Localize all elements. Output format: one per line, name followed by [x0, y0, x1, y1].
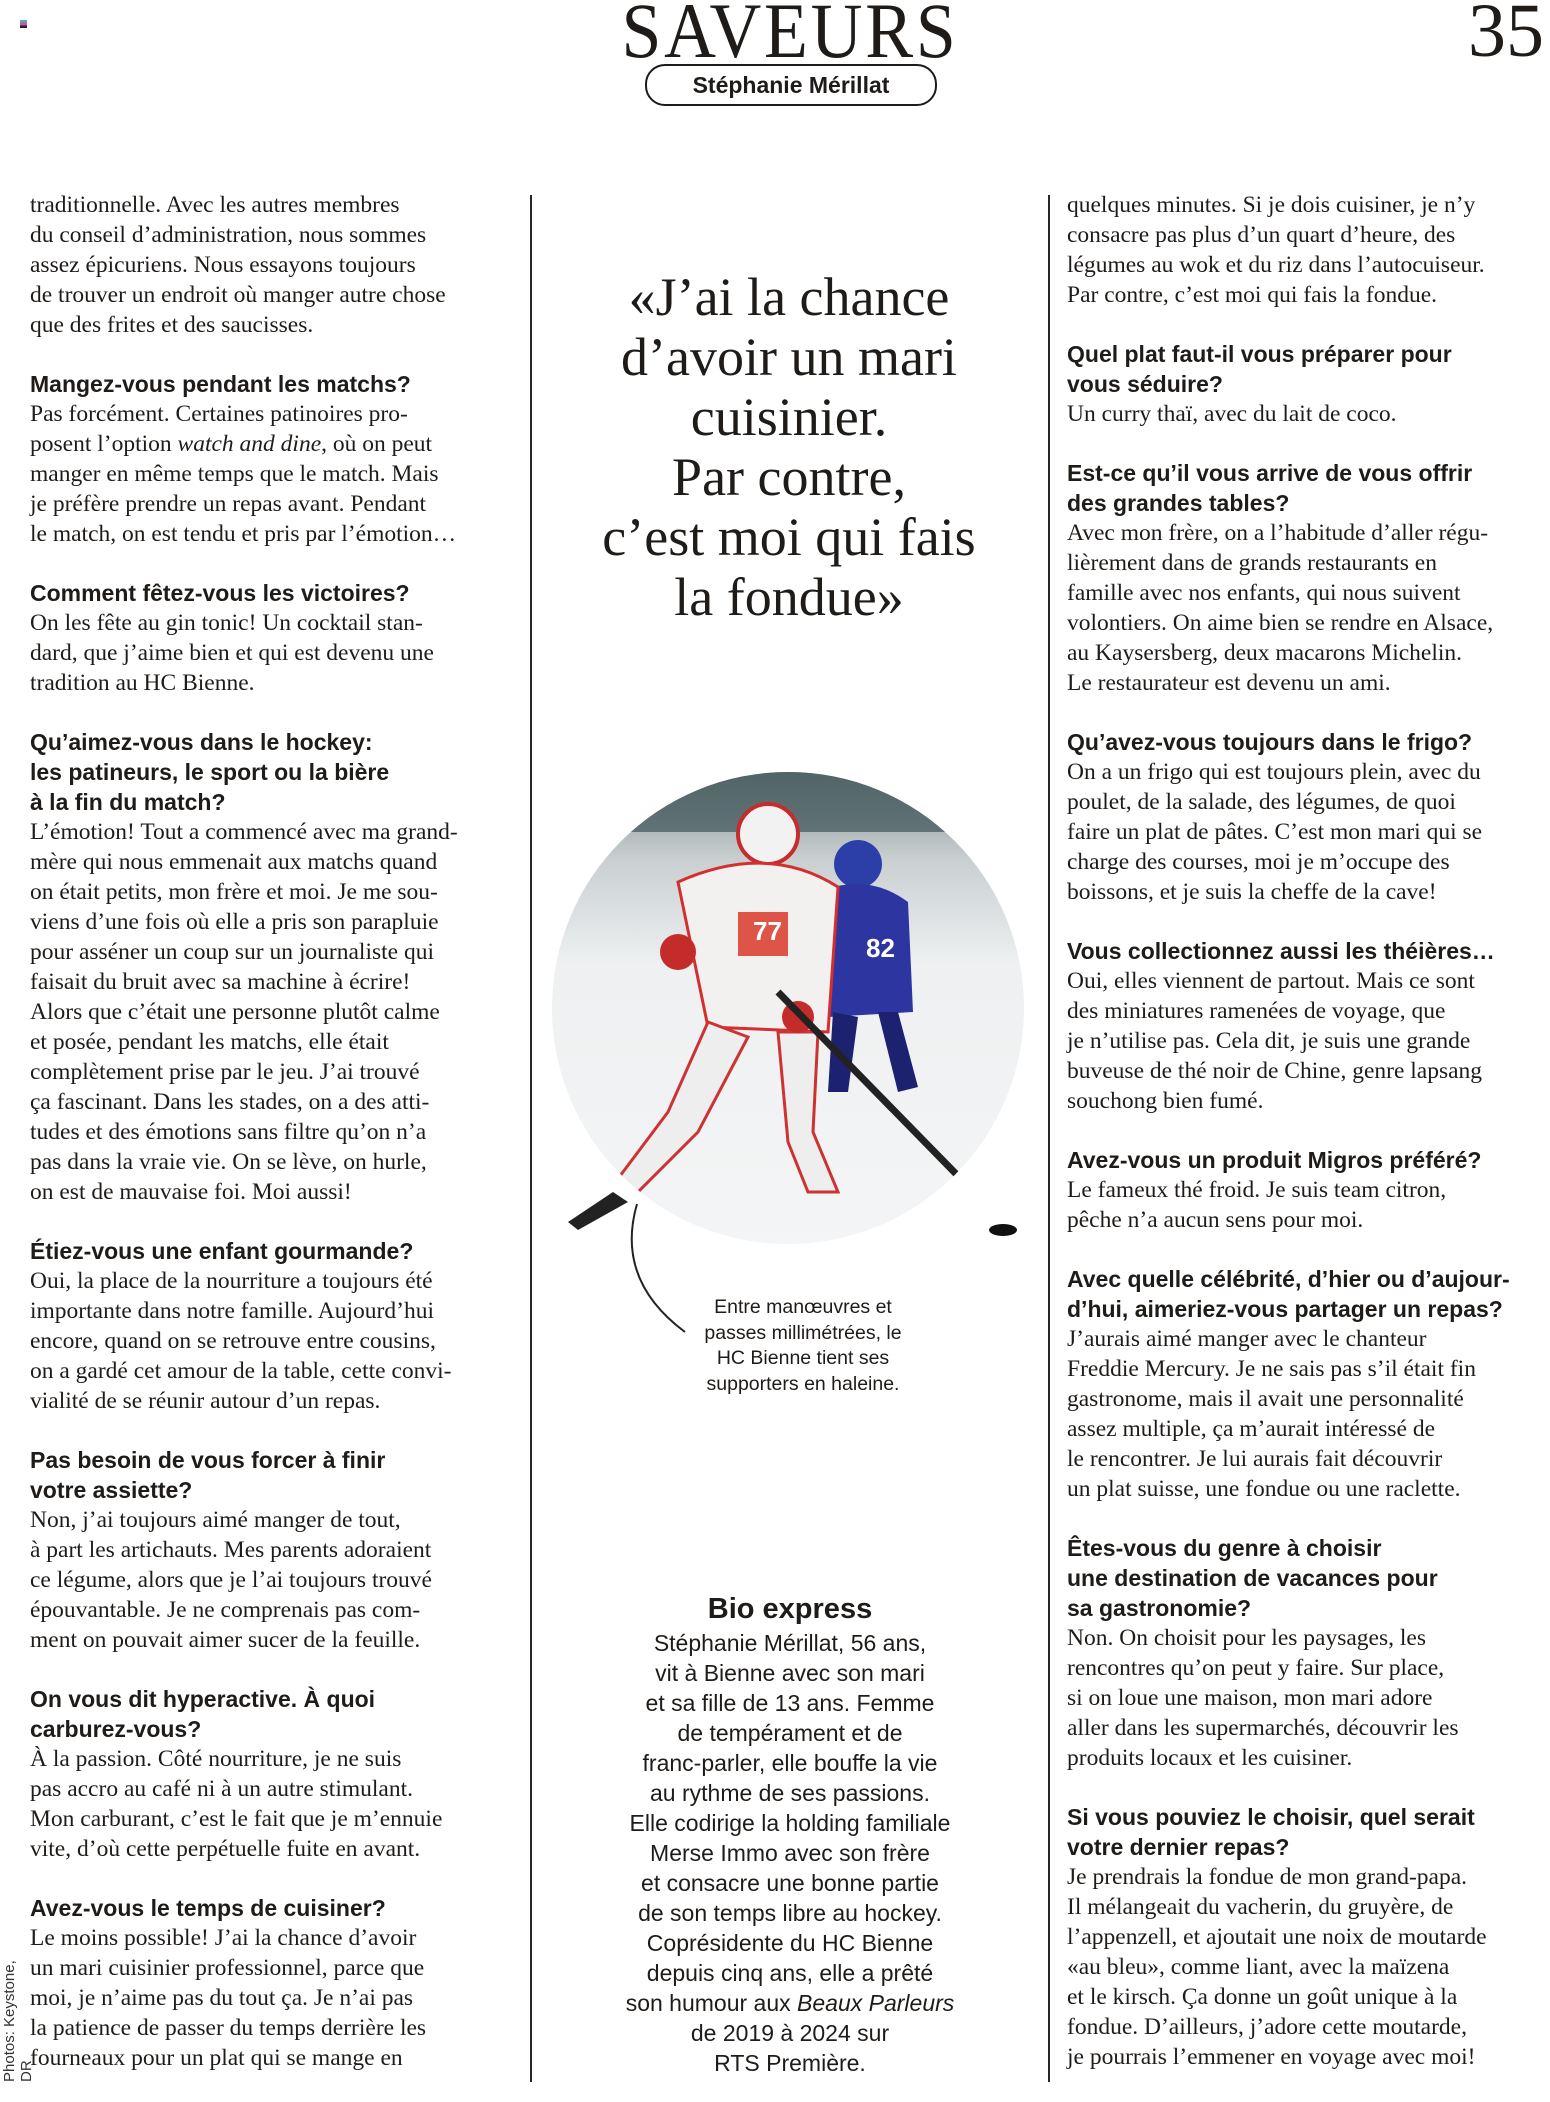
interview-question: d’hui, aimeriez-vous partager un repas?: [1067, 1296, 1503, 1322]
text-line: [30, 1147, 530, 1177]
text-segment: Non. On choisit pour les paysages, les: [1067, 1625, 1426, 1651]
puck: [989, 1224, 1017, 1236]
text-line: [1067, 1892, 1550, 1922]
text-segment: et posée, pendant les matchs, elle était: [30, 1029, 389, 1055]
text-segment: pêche n’a aucun sens pour moi.: [1067, 1207, 1364, 1233]
column-divider-right: [1048, 195, 1050, 2082]
text-line: [1067, 1653, 1550, 1683]
text-line: [560, 2048, 1020, 2078]
interview-block: [1067, 339, 1550, 429]
text-segment: fondue. D’ailleurs, j’adore cette moutarde,: [1067, 2014, 1467, 2040]
text-segment: watch and dine: [177, 431, 322, 457]
text-segment: importante dans notre famille. Aujourd’hui: [30, 1298, 434, 1324]
text-segment: On a un frigo qui est toujours plein, avec du: [1067, 759, 1481, 785]
pull-quote-line: c’est moi qui fais: [602, 507, 976, 567]
text-segment: Il mélangeait du vacherin, du gruyère, de: [1067, 1894, 1454, 1920]
text-segment: au Kaysersberg, deux macarons Michelin.: [1067, 640, 1463, 666]
text-segment: je pourrais l’emmener en voyage avec moi!: [1067, 2044, 1476, 2070]
text-line: [30, 1595, 530, 1625]
text-line: [1067, 877, 1550, 907]
text-line: [30, 1326, 530, 1356]
text-line: [30, 459, 530, 489]
text-segment: un plat suisse, une fondue ou une raclette.: [1067, 1476, 1461, 1502]
text-segment: RTS Première.: [714, 2050, 866, 2076]
author-name-badge: Stéphanie Mérillat: [645, 64, 937, 106]
text-line: [30, 817, 530, 847]
text-line: [1067, 787, 1550, 817]
text-line: [560, 1808, 1020, 1838]
text-segment: du conseil d’administration, nous sommes: [30, 222, 427, 248]
text-line: [1067, 1952, 1550, 1982]
text-segment: Stéphanie Mérillat, 56 ans,: [653, 1630, 927, 1656]
bio-title: Bio express: [707, 1593, 873, 1625]
text-line: [560, 1958, 1020, 1988]
text-segment: de 2019 à 2024 sur: [690, 2020, 890, 2046]
interview-question: Comment fêtez-vous les victoires?: [30, 580, 410, 606]
text-segment: son humour aux: [625, 1990, 798, 2016]
text-segment: J’aurais aimé manger avec le chanteur: [1067, 1326, 1427, 1352]
text-line: [30, 847, 530, 877]
text-line: [30, 997, 530, 1027]
text-segment: Elle codirige la holding familiale: [629, 1810, 951, 1836]
text-line: [30, 399, 530, 429]
interview-question: Quel plat faut-il vous préparer pour: [1067, 341, 1452, 367]
print-color-mark: [20, 20, 27, 28]
text-line: [30, 1386, 530, 1416]
text-line: [30, 1923, 530, 1953]
text-line: [30, 220, 530, 250]
pull-quote: [530, 267, 1048, 627]
text-segment: franc-parler, elle bouffe la vie: [642, 1750, 938, 1776]
text-line: [560, 1898, 1020, 1928]
interview-question: Qu’aimez-vous dans le hockey:: [30, 729, 373, 755]
text-segment: tudes et des émotions sans filtre qu’on n’a: [30, 1119, 427, 1145]
text-segment: Oui, elles viennent de partout. Mais ce sont: [1067, 968, 1475, 994]
text-segment: ment on pouvait aimer sucer de la feuille.: [30, 1627, 421, 1653]
text-segment: si on loue une maison, mon mari adore: [1067, 1685, 1433, 1711]
text-line: [1067, 578, 1550, 608]
text-segment: quelques minutes. Si je dois cuisiner, je n’y: [1067, 192, 1476, 218]
text-line: [1067, 1354, 1550, 1384]
text-line: [30, 190, 530, 220]
text-segment: Avec mon frère, on a l’habitude d’aller régu-: [1067, 520, 1489, 546]
text-line: [560, 1658, 1020, 1688]
text-line: [1067, 1175, 1550, 1205]
text-line: [1067, 668, 1550, 698]
text-line: [30, 638, 530, 668]
pull-quote-line: «J’ai la chance: [628, 267, 950, 327]
photo-caption: [640, 1295, 966, 1397]
text-line: [1067, 966, 1550, 996]
text-segment: Merse Immo avec son frère: [650, 1840, 930, 1866]
interview-question: Avez-vous le temps de cuisiner?: [30, 1895, 386, 1921]
text-segment: faire un plat de pâtes. C’est mon mari qui se: [1067, 819, 1483, 845]
text-line: [30, 1087, 530, 1117]
text-line: [1067, 518, 1550, 548]
text-segment: à part les artichauts. Mes parents adoraient: [30, 1537, 432, 1563]
hockey-photo: [548, 772, 1028, 1252]
interview-question: vous séduire?: [1067, 371, 1223, 397]
text-line: [30, 1744, 530, 1774]
caption-line: passes millimétrées, le: [704, 1321, 902, 1344]
text-segment: Freddie Mercury. Je ne sais pas s’il était fin: [1067, 1356, 1476, 1382]
interview-question: Avez-vous un produit Migros préféré?: [1067, 1147, 1482, 1173]
text-segment: vialité de se réunir autour d’un repas.: [30, 1388, 381, 1414]
interview-block: [30, 1893, 530, 2073]
text-segment: la patience de passer du temps derrière les: [30, 2015, 427, 2041]
text-segment: moi, je n’aime pas du tout ça. Je n’ai pas: [30, 1985, 414, 2011]
text-segment: traditionnelle. Avec les autres membres: [30, 192, 400, 218]
interview-block: [1067, 936, 1550, 1116]
text-segment: le rencontrer. Je lui aurais fait découvrir: [1067, 1446, 1443, 1472]
text-line: [30, 1774, 530, 1804]
text-segment: au rythme de ses passions.: [650, 1780, 930, 1806]
interview-question: Si vous pouviez le choisir, quel serait: [1067, 1804, 1475, 1830]
text-line: [30, 907, 530, 937]
text-segment: de tempérament et de: [677, 1720, 903, 1746]
text-line: [1067, 1086, 1550, 1116]
bio-express-box: [560, 1590, 1020, 2078]
text-segment: À la passion. Côté nourriture, je ne suis: [30, 1746, 402, 1772]
text-segment: on a gardé cet amour de la table, cette convi-: [30, 1358, 452, 1384]
interview-question: carburez-vous?: [30, 1716, 202, 1742]
interview-question: à la fin du match?: [30, 789, 226, 815]
text-line: [1067, 608, 1550, 638]
text-line: [30, 489, 530, 519]
text-line: [30, 668, 530, 698]
text-segment: assez épicuriens. Nous essayons toujours: [30, 252, 416, 278]
text-line: [560, 1718, 1020, 1748]
text-segment: Pas forcément. Certaines patinoires pro-: [30, 401, 408, 427]
text-line: [30, 877, 530, 907]
text-segment: Par contre, c’est moi qui fais la fondue.: [1067, 282, 1438, 308]
text-segment: ce légume, alors que je l’ai toujours trouvé: [30, 1567, 432, 1593]
text-line: [1067, 1982, 1550, 2012]
text-segment: ça fascinant. Dans les stades, on a des atti-: [30, 1089, 430, 1115]
text-line: [1067, 1384, 1550, 1414]
text-line: [30, 1296, 530, 1326]
text-segment: un mari cuisinier professionnel, parce que: [30, 1955, 425, 1981]
text-line: [1067, 190, 1550, 220]
text-line: [1067, 1414, 1550, 1444]
text-segment: épouvantable. Je ne comprenais pas com-: [30, 1597, 421, 1623]
interview-block: [30, 190, 530, 340]
text-segment: boissons, et je suis la cheffe de la cave!: [1067, 879, 1437, 905]
text-segment: et sa fille de 13 ans. Femme: [645, 1690, 935, 1716]
jersey-number: 77: [753, 916, 782, 946]
text-segment: viens d’une fois où elle a pris son parapluie: [30, 909, 439, 935]
text-line: [30, 1834, 530, 1864]
text-line: [1067, 250, 1550, 280]
text-line: [30, 1983, 530, 2013]
text-line: [1067, 2012, 1550, 2042]
text-line: [30, 1027, 530, 1057]
pull-quote-line: cuisinier.: [690, 387, 888, 447]
text-line: [30, 967, 530, 997]
text-line: [30, 1356, 530, 1386]
text-line: [1067, 996, 1550, 1026]
text-line: [560, 1988, 1020, 2018]
text-line: [1067, 1623, 1550, 1653]
text-segment: mère qui nous emmenait aux matchs quand: [30, 849, 438, 875]
text-segment: assez multiple, ça m’aurait intéressé de: [1067, 1416, 1436, 1442]
text-line: [1067, 1205, 1550, 1235]
section-title: SAVEURS: [621, 0, 959, 74]
text-segment: Non, j’ai toujours aimé manger de tout,: [30, 1507, 401, 1533]
text-line: [30, 2013, 530, 2043]
interview-question: Vous collectionnez aussi les théières…: [1067, 938, 1495, 964]
text-line: [1067, 757, 1550, 787]
text-segment: gastronome, mais il avait une personnalité: [1067, 1386, 1464, 1412]
interview-block: [1067, 1145, 1550, 1235]
page-number: 35: [1468, 0, 1544, 73]
text-segment: encore, quand on se retrouve entre cousins,: [30, 1328, 436, 1354]
text-segment: Un curry thaï, avec du lait de coco.: [1067, 401, 1397, 427]
text-segment: pour asséner un coup sur un journaliste qui: [30, 939, 434, 965]
interview-block: [1067, 727, 1550, 907]
text-segment: je n’utilise pas. Cela dit, je suis une grande: [1067, 1028, 1471, 1054]
text-segment: fourneaux pour un plat qui se mange en: [30, 2045, 403, 2071]
interview-question: Étiez-vous une enfant gourmande?: [30, 1238, 414, 1264]
text-segment: Le fameux thé froid. Je suis team citron,: [1067, 1177, 1447, 1203]
interview-question: Qu’avez-vous toujours dans le frigo?: [1067, 729, 1473, 755]
interview-block: [30, 578, 530, 698]
interview-block: [30, 1236, 530, 1416]
text-segment: volontiers. On aime bien se rendre en Alsace,: [1067, 610, 1494, 636]
caption-line: supporters en haleine.: [706, 1372, 900, 1395]
text-line: [560, 1838, 1020, 1868]
text-segment: des miniatures ramenées de voyage, que: [1067, 998, 1446, 1024]
text-line: [30, 280, 530, 310]
text-segment: souchong bien fumé.: [1067, 1088, 1264, 1114]
text-segment: complètement prise par le jeu. J’ai trouvé: [30, 1059, 420, 1085]
caption-line: HC Bienne tient ses: [716, 1347, 890, 1369]
text-line: [1067, 1743, 1550, 1773]
text-line: [560, 1688, 1020, 1718]
text-segment: consacre pas plus d’un quart d’heure, des: [1067, 222, 1456, 248]
text-line: [1067, 1683, 1550, 1713]
text-segment: et consacre une bonne partie: [641, 1870, 939, 1896]
interview-question: Pas besoin de vous forcer à finir: [30, 1447, 386, 1473]
pull-quote-line: d’avoir un mari: [621, 327, 957, 387]
text-line: [30, 1057, 530, 1087]
text-line: [560, 1868, 1020, 1898]
text-line: [30, 1953, 530, 1983]
interview-block: [1067, 458, 1550, 698]
right-column: [1067, 190, 1550, 2101]
text-segment: de son temps libre au hockey.: [638, 1900, 942, 1926]
text-segment: Coprésidente du HC Bienne: [646, 1930, 934, 1956]
text-segment: vite, d’où cette perpétuelle fuite en avant.: [30, 1836, 421, 1862]
text-segment: Mon carburant, c’est le fait que je m’ennuie: [30, 1806, 443, 1832]
text-segment: manger en même temps que le match. Mais: [30, 461, 439, 487]
interview-question: une destination de vacances pour: [1067, 1565, 1438, 1591]
text-line: [1067, 1713, 1550, 1743]
text-segment: famille avec nos enfants, qui nous suivent: [1067, 580, 1461, 606]
text-segment: charge des courses, moi je m’occupe des: [1067, 849, 1450, 875]
interview-block: [30, 1445, 530, 1655]
interview-question: On vous dit hyperactive. À quoi: [30, 1686, 376, 1712]
text-segment: , où on peut: [321, 431, 433, 457]
interview-block: [1067, 190, 1550, 310]
jersey-number: 82: [866, 933, 895, 963]
text-line: [1067, 638, 1550, 668]
text-segment: que des frites et des saucisses.: [30, 312, 314, 338]
text-line: [1067, 1922, 1550, 1952]
text-segment: lièrement dans de grands restaurants en: [1067, 550, 1437, 576]
interview-question: votre assiette?: [30, 1477, 193, 1503]
text-segment: buveuse de thé noir de Chine, genre lapsang: [1067, 1058, 1483, 1084]
text-line: [30, 1505, 530, 1535]
text-line: [30, 429, 530, 459]
interview-question: les patineurs, le sport ou la bière: [30, 759, 390, 785]
text-line: [30, 1117, 530, 1147]
text-line: [30, 250, 530, 280]
text-line: [30, 1535, 530, 1565]
pull-quote-line: la fondue»: [674, 567, 904, 627]
text-line: [1067, 1056, 1550, 1086]
interview-block: [30, 369, 530, 549]
text-segment: rencontres qu’on peut y faire. Sur place,: [1067, 1655, 1445, 1681]
interview-block: [30, 1684, 530, 1864]
text-line: [30, 937, 530, 967]
text-line: [1067, 2042, 1550, 2072]
text-segment: Le moins possible! J’ai la chance d’avoir: [30, 1925, 417, 1951]
text-line: [30, 1804, 530, 1834]
text-segment: on est de mauvaise foi. Moi aussi!: [30, 1179, 352, 1205]
text-segment: pas accro au café ni à un autre stimulant.: [30, 1776, 414, 1802]
interview-question: Êtes-vous du genre à choisir: [1067, 1535, 1382, 1561]
text-line: [30, 519, 530, 549]
interview-block: [1067, 1533, 1550, 1773]
interview-question: Avec quelle célébrité, d’hier ou d’aujour-: [1067, 1266, 1510, 1292]
text-segment: Le restaurateur est devenu un ami.: [1067, 670, 1391, 696]
pull-quote-line: Par contre,: [672, 447, 906, 507]
text-line: [1067, 280, 1550, 310]
interview-block: [30, 727, 530, 1207]
text-line: [30, 2043, 530, 2073]
text-segment: aller dans les supermarchés, découvrir les: [1067, 1715, 1459, 1741]
text-segment: l’appenzell, et ajoutait une noix de moutarde: [1067, 1924, 1487, 1950]
interview-block: [1067, 1264, 1550, 1504]
text-segment: vit à Bienne avec son mari: [655, 1660, 925, 1686]
text-segment: Beaux Parleurs: [797, 1990, 955, 2016]
text-line: [560, 1748, 1020, 1778]
text-line: [1067, 548, 1550, 578]
interview-question: des grandes tables?: [1067, 490, 1290, 516]
text-line: [30, 1177, 530, 1207]
text-segment: et le kirsch. Ça donne un goût unique à la: [1067, 1984, 1458, 2010]
text-line: [560, 1778, 1020, 1808]
text-line: [1067, 399, 1550, 429]
text-segment: «au bleu», comme liant, avec la maïzena: [1067, 1954, 1450, 1980]
text-line: [1067, 847, 1550, 877]
photo-credit: Photos: Keystone, DR: [1, 1960, 35, 2082]
text-line: [1067, 1026, 1550, 1056]
text-line: [1067, 1444, 1550, 1474]
text-segment: tradition au HC Bienne.: [30, 670, 255, 696]
text-line: [1067, 220, 1550, 250]
text-line: [30, 608, 530, 638]
text-segment: Alors que c’était une personne plutôt calme: [30, 999, 440, 1025]
text-line: [1067, 1474, 1550, 1504]
interview-block: [1067, 1802, 1550, 2072]
text-segment: faisait du bruit avec sa machine à écrire!: [30, 969, 411, 995]
text-segment: je préfère prendre un repas avant. Pendant: [30, 491, 427, 517]
text-segment: depuis cinq ans, elle a prêté: [646, 1960, 934, 1986]
text-segment: Oui, la place de la nourriture a toujours été: [30, 1268, 433, 1294]
text-line: [30, 1565, 530, 1595]
text-segment: on était petits, mon frère et moi. Je me sou-: [30, 879, 438, 905]
text-segment: légumes au wok et du riz dans l’autocuiseur.: [1067, 252, 1485, 278]
text-segment: Je prendrais la fondue de mon grand-papa.: [1067, 1864, 1468, 1890]
text-segment: L’émotion! Tout a commencé avec ma grand-: [30, 819, 458, 845]
text-segment: dard, que j’aime bien et qui est devenu une: [30, 640, 434, 666]
text-segment: le match, on est tendu et pris par l’émotion…: [30, 521, 457, 547]
interview-question: Mangez-vous pendant les matchs?: [30, 371, 411, 397]
text-line: [560, 1628, 1020, 1658]
text-segment: pas dans la vraie vie. On se lève, on hurle,: [30, 1149, 427, 1175]
text-line: [1067, 817, 1550, 847]
text-segment: produits locaux et les cuisiner.: [1067, 1745, 1353, 1771]
text-line: [30, 1266, 530, 1296]
text-line: [560, 1928, 1020, 1958]
text-line: [560, 2018, 1020, 2048]
text-segment: On les fête au gin tonic! Un cocktail stan-: [30, 610, 423, 636]
text-segment: poulet, de la salade, des légumes, de quoi: [1067, 789, 1456, 815]
interview-question: votre dernier repas?: [1067, 1834, 1290, 1860]
text-line: [30, 1625, 530, 1655]
interview-question: sa gastronomie?: [1067, 1595, 1252, 1621]
text-line: [1067, 1324, 1550, 1354]
caption-line: Entre manœuvres et: [714, 1296, 892, 1318]
interview-question: Est-ce qu’il vous arrive de vous offrir: [1067, 460, 1473, 486]
text-segment: posent l’option: [30, 431, 178, 457]
text-line: [1067, 1862, 1550, 1892]
text-segment: de trouver un endroit où manger autre chose: [30, 282, 446, 308]
text-line: [30, 310, 530, 340]
skate: [568, 1192, 628, 1230]
left-column: [30, 190, 530, 2102]
